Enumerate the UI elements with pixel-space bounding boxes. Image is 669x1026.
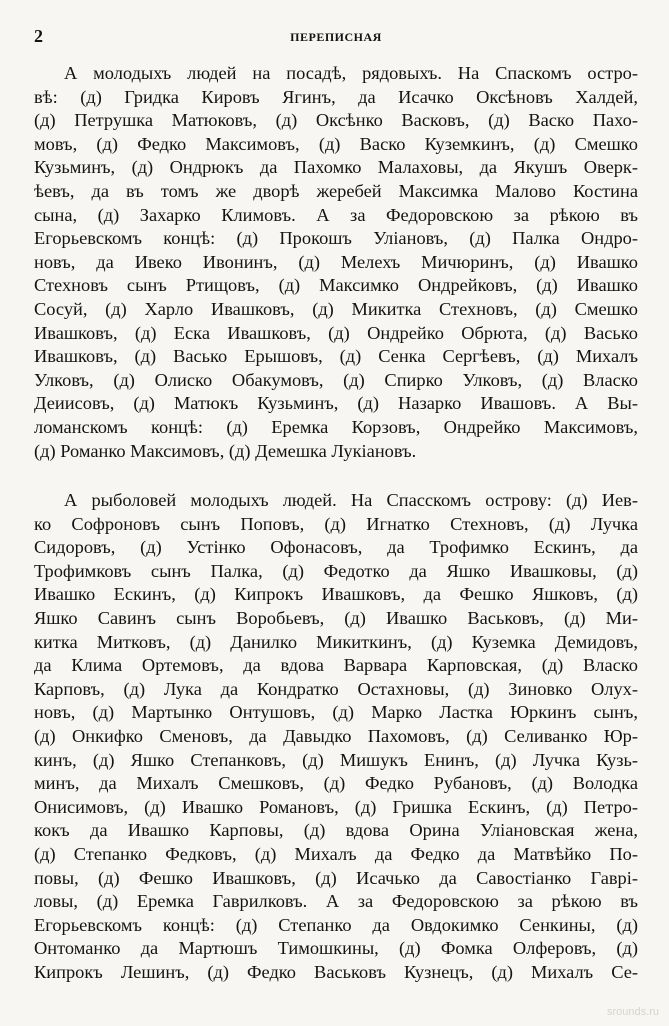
text-line: кокъ да Ивашко Карповы, (д) вдова Орина Уліановская жена, <box>34 820 638 841</box>
text-line: (д) Романко Максимовъ, (д) Демешка Лукіановъ. <box>34 440 417 461</box>
text-line: Карповъ, (д) Лука да Кондратко Остахновы, (д) Зиновко Олух- <box>34 678 638 699</box>
text-line: Трофимковъ сынъ Палка, (д) Федотко да Яшко Ивашковы, (д) <box>34 560 638 581</box>
text-line: Онтоманко да Мартюшъ Тимошкины, (д) Фомка Олферовъ, (д) <box>34 938 638 959</box>
text-line: Ивашковъ, (д) Еска Ивашковъ, (д) Ондрейко Обрюта, (д) Васько <box>34 322 638 343</box>
text-line: повы, (д) Фешко Ивашковъ, (д) Исачько да Савостіанко Гаврі- <box>34 867 638 888</box>
text-line: минъ, да Михалъ Смешковъ, (д) Федко Рубановъ, (д) Володка <box>34 773 638 794</box>
paragraph-fishermen <box>34 489 638 984</box>
text-line: Сосуй, (д) Харло Ивашковъ, (д) Микитка Стехновъ, (д) Смешко <box>34 298 638 319</box>
text-line: (д) Онкифко Сменовъ, да Давыдко Пахомовъ, (д) Селиванко Юр- <box>34 726 638 747</box>
text-line: А рыболовей молодыхъ людей. На Спасскомъ острову: (д) Иев- <box>64 490 638 511</box>
watermark: srounds.ru <box>607 1006 659 1018</box>
text-line: ломанскомъ концѣ: (д) Еремка Корзовъ, Ондрейко Максимовъ, <box>34 416 638 437</box>
text-line: (д) Петрушка Матюковъ, (д) Оксѣнко Васковъ, (д) Васко Пахо- <box>34 110 638 131</box>
text-line: Егорьевскомъ концѣ: (д) Степанко да Овдокимко Сенкины, (д) <box>34 914 638 935</box>
text-line: Кипрокъ Лешинъ, (д) Федко Васьковъ Кузнецъ, (д) Михалъ Се- <box>34 961 638 982</box>
text-line: Егорьевскомъ концѣ: (д) Прокошъ Уліановъ, (д) Палка Ондро- <box>34 228 638 249</box>
text-line: вѣ: (д) Гридка Кировъ Ягинъ, да Исачко Оксѣновъ Халдей, <box>34 86 638 107</box>
text-line: А молодыхъ людей на посадѣ, рядовыхъ. На Спаскомъ остро- <box>64 63 638 83</box>
text-line: сына, (д) Захарко Климовъ. А за Федоровскою за рѣкою въ <box>34 204 638 225</box>
running-head: ПЕРЕПИСНАЯ <box>290 30 382 44</box>
text-line: Деиисовъ, (д) Матюкъ Кузьминъ, (д) Назарко Ивашовъ. А Вы- <box>34 393 638 414</box>
text-line: Сидоровъ, (д) Устінко Офонасовъ, да Трофимко Ескинъ, да <box>34 537 638 558</box>
page-header <box>34 22 638 52</box>
text-line: ко Софроновъ сынъ Поповъ, (д) Игнатко Стехновъ, (д) Лучка <box>34 513 638 534</box>
text-line: да Клима Ортемовъ, да вдова Варвара Карповская, (д) Власко <box>34 655 638 676</box>
text-line: новъ, да Ивеко Ивонинъ, (д) Мелехъ Мичюринъ, (д) Ивашко <box>34 251 638 272</box>
text-line: (д) Степанко Федковъ, (д) Михалъ да Федко да Матвѣйко По- <box>34 844 638 864</box>
text-line: новъ, (д) Мартынко Онтушовъ, (д) Марко Ластка Юркинъ сынъ, <box>34 702 638 723</box>
paragraph-posad <box>34 62 638 463</box>
text-line: Ивашковъ, (д) Васько Ерышовъ, (д) Сенка Сергѣевъ, (д) Михалъ <box>34 346 638 367</box>
text-line: ѣевъ, да въ томъ же дворѣ жеребей Максимка Малово Костина <box>34 180 638 201</box>
text-line: ловы, (д) Еремка Гаврилковъ. А за Федоровскою за рѣкою въ <box>34 891 638 912</box>
text-line: Кузьминъ, (д) Ондрюкъ да Пахомко Малаховы, да Якушъ Оверк- <box>34 157 638 178</box>
text-line: китка Митковъ, (д) Данилко Микиткинъ, (д) Куземка Демидовъ, <box>34 631 638 652</box>
text-line: Улковъ, (д) Олиско Обакумовъ, (д) Спирко Улковъ, (д) Власко <box>34 369 638 390</box>
text-line: Онисимовъ, (д) Ивашко Романовъ, (д) Гришка Ескинъ, (д) Петро- <box>34 796 638 817</box>
text-line: кинъ, (д) Яшко Степанковъ, (д) Мишукъ Енинъ, (д) Лучка Кузь- <box>34 749 638 770</box>
document-page <box>34 22 638 985</box>
text-line: мовъ, (д) Федко Максимовъ, (д) Васко Куземкинъ, (д) Смешко <box>34 133 638 154</box>
text-line: Стехновъ сынъ Ртищовъ, (д) Максимко Ондрейковъ, (д) Ивашко <box>34 275 638 296</box>
text-line: Яшко Савинъ сынъ Воробьевъ, (д) Ивашко Васьковъ, (д) Ми- <box>34 608 638 629</box>
page-number: 2 <box>34 26 43 46</box>
text-line: Ивашко Ескинъ, (д) Кипрокъ Ивашковъ, да Фешко Яшковъ, (д) <box>34 584 638 605</box>
